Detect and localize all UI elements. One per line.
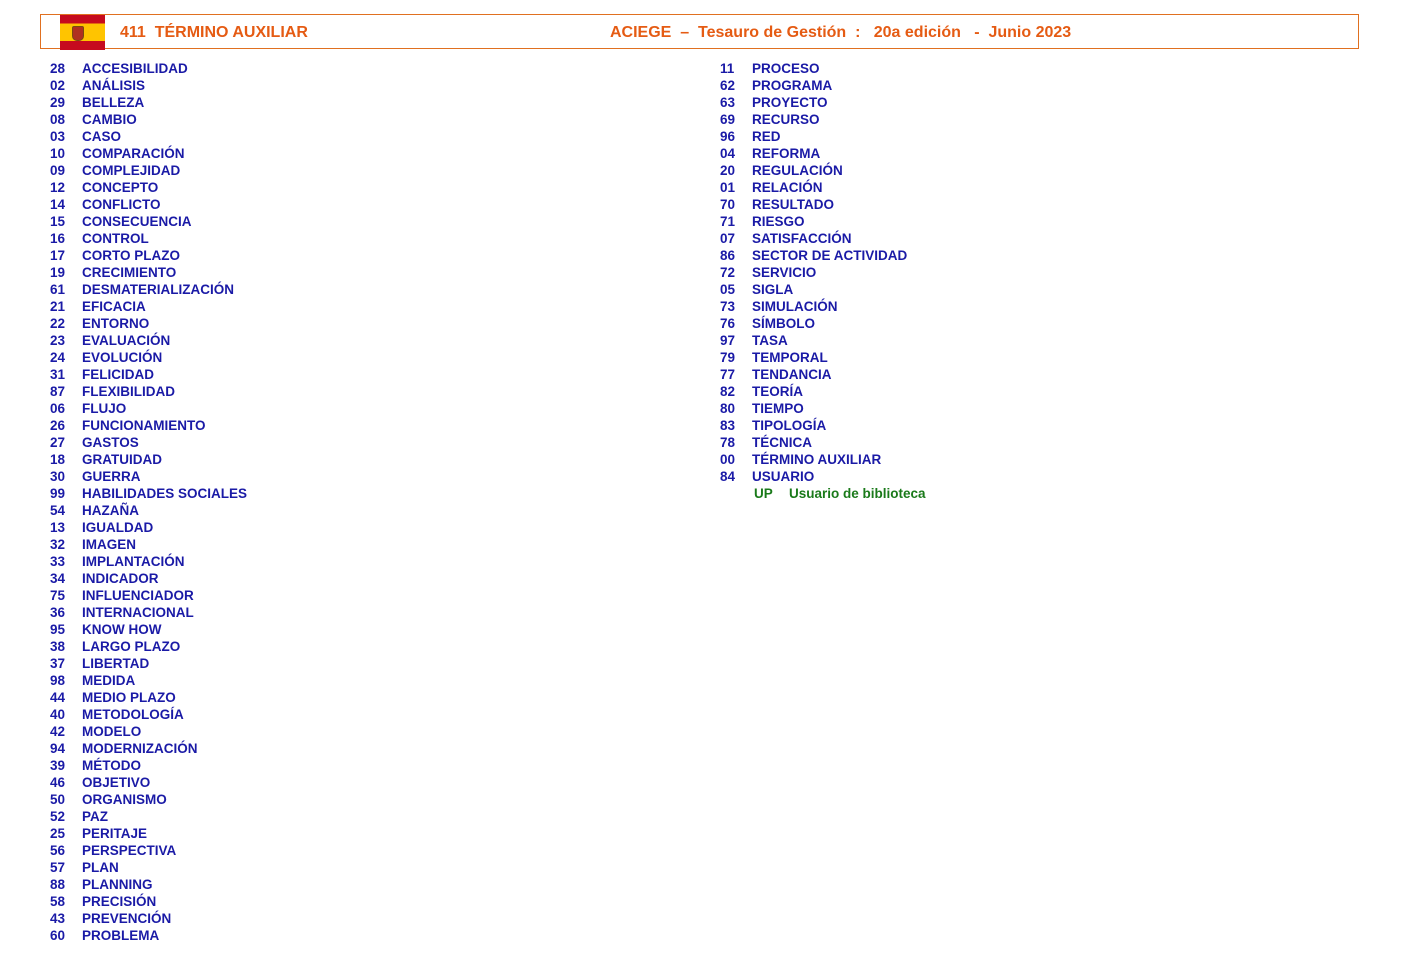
term-code: 61 [50,282,66,297]
term-label: CRECIMIENTO [82,265,177,280]
term-code: 22 [50,316,66,331]
term-label: METODOLOGÍA [82,707,184,722]
term-code: 23 [50,333,66,348]
term-label: USUARIO [752,469,815,484]
term-row[interactable] [40,910,247,927]
term-label: COMPLEJIDAD [82,163,181,178]
term-label: PROGRAMA [752,78,833,93]
term-label: LARGO PLAZO [82,639,181,654]
term-row[interactable] [710,179,926,196]
term-row[interactable] [40,230,247,247]
term-label: TEORÍA [752,384,804,399]
term-code: 98 [50,673,66,688]
term-row[interactable] [710,60,926,77]
term-code: 33 [50,554,66,569]
term-label: PREVENCIÓN [82,911,172,926]
term-code: 19 [50,265,66,280]
term-label: PAZ [82,809,108,824]
term-label: BELLEZA [82,95,145,110]
term-row[interactable] [40,553,247,570]
term-code: 71 [720,214,736,229]
page-header [40,14,1359,49]
use-for-row [710,485,926,502]
term-row[interactable] [40,77,247,94]
term-code: 25 [50,826,66,841]
term-code: 30 [50,469,66,484]
term-code: 96 [720,129,736,144]
term-row[interactable] [710,383,926,400]
term-code: 75 [50,588,66,603]
term-row[interactable] [40,536,247,553]
term-label: SECTOR DE ACTIVIDAD [752,248,908,263]
term-label: INFLUENCIADOR [82,588,194,603]
term-label: GASTOS [82,435,139,450]
term-row[interactable] [40,468,247,485]
term-code: 80 [720,401,736,416]
term-label: RELACIÓN [752,180,823,195]
term-code: 07 [720,231,736,246]
term-label: PRECISIÓN [82,894,157,909]
term-code: 79 [720,350,736,365]
term-row[interactable] [710,349,926,366]
term-code: 24 [50,350,66,365]
term-code: 72 [720,265,736,280]
coat-of-arms-icon [72,26,84,41]
term-label: PROBLEMA [82,928,160,943]
term-row[interactable] [40,60,247,77]
term-row[interactable] [710,94,926,111]
term-code: 86 [720,248,736,263]
term-row[interactable] [710,213,926,230]
spain-flag-icon [60,15,105,50]
term-row[interactable] [710,315,926,332]
term-code: 21 [50,299,66,314]
term-row[interactable] [710,434,926,451]
term-label: SERVICIO [752,265,817,280]
term-label: CONFLICTO [82,197,161,212]
term-code: 08 [50,112,66,127]
term-row[interactable] [40,859,247,876]
term-label: TÉRMINO AUXILIAR [752,452,882,467]
term-code: 02 [50,78,66,93]
term-row[interactable] [40,145,247,162]
term-label: ANÁLISIS [82,78,146,93]
term-row[interactable] [40,128,247,145]
term-row[interactable] [40,451,247,468]
term-row[interactable] [710,111,926,128]
term-code: 99 [50,486,66,501]
term-code: 26 [50,418,66,433]
term-label: FELICIDAD [82,367,154,382]
term-row[interactable] [40,587,247,604]
term-code: 58 [50,894,66,909]
term-row[interactable] [710,196,926,213]
term-label: IMAGEN [82,537,136,552]
term-row[interactable] [40,94,247,111]
term-label: INDICADOR [82,571,159,586]
term-row[interactable] [710,128,926,145]
term-label: REGULACIÓN [752,163,843,178]
term-label: CONTROL [82,231,149,246]
term-row[interactable] [40,434,247,451]
term-code: 46 [50,775,66,790]
term-label: EFICACIA [82,299,146,314]
term-code: 50 [50,792,66,807]
term-code: 09 [50,163,66,178]
term-code: 60 [50,928,66,943]
term-code: 11 [720,61,735,76]
term-code: 56 [50,843,66,858]
term-label: CONCEPTO [82,180,159,195]
term-label: TASA [752,333,788,348]
term-row[interactable] [40,417,247,434]
term-row[interactable] [40,196,247,213]
term-label: CONSECUENCIA [82,214,192,229]
term-label: FLEXIBILIDAD [82,384,175,399]
term-label: HABILIDADES SOCIALES [82,486,248,501]
term-row[interactable] [710,400,926,417]
term-label: RIESGO [752,214,805,229]
term-code: 82 [720,384,736,399]
term-row[interactable] [40,876,247,893]
thesaurus-title: ACIEGE – Tesauro de Gestión : 20a edición - Junio 2023 [610,24,1072,41]
term-code: 40 [50,707,66,722]
term-code: 88 [50,877,66,892]
term-label: TIPOLOGÍA [752,418,827,433]
term-row[interactable] [710,281,926,298]
term-code: 18 [50,452,66,467]
term-row[interactable] [40,689,247,706]
term-code: 29 [50,95,66,110]
use-for-code: UP [754,486,773,501]
term-code: 05 [720,282,736,297]
term-row[interactable] [40,281,247,298]
term-code: 78 [720,435,736,450]
term-code: 06 [50,401,66,416]
term-code: 69 [720,112,736,127]
term-row[interactable] [40,621,247,638]
term-code: 32 [50,537,66,552]
term-row[interactable] [40,298,247,315]
term-code: 43 [50,911,66,926]
term-code: 17 [50,248,66,263]
term-code: 13 [50,520,66,535]
term-code: 95 [50,622,66,637]
term-label: MODERNIZACIÓN [82,741,198,756]
term-row[interactable] [710,417,926,434]
term-code: 73 [720,299,736,314]
term-row[interactable] [710,162,926,179]
term-label: TENDANCIA [752,367,832,382]
right-term-column [710,60,926,502]
term-label: MEDIDA [82,673,136,688]
term-row[interactable] [40,723,247,740]
term-code: 57 [50,860,66,875]
term-code: 52 [50,809,66,824]
term-code: 12 [50,180,66,195]
term-row[interactable] [40,247,247,264]
term-label: IMPLANTACIÓN [82,554,185,569]
term-label: PERITAJE [82,826,148,841]
term-row[interactable] [40,672,247,689]
term-label: KNOW HOW [82,622,162,637]
term-label: RESULTADO [752,197,834,212]
term-label: PROYECTO [752,95,828,110]
term-label: GUERRA [82,469,141,484]
term-label: SÍMBOLO [752,316,815,331]
term-row[interactable] [40,604,247,621]
term-row[interactable] [40,655,247,672]
term-row[interactable] [710,145,926,162]
term-row[interactable] [40,893,247,910]
term-row[interactable] [40,502,247,519]
term-row[interactable] [710,298,926,315]
term-code: 16 [50,231,66,246]
term-code: 94 [50,741,66,756]
term-label: LIBERTAD [82,656,150,671]
term-label: INTERNACIONAL [82,605,194,620]
term-label: PLAN [82,860,119,875]
term-code: 84 [720,469,736,484]
term-row[interactable] [40,808,247,825]
term-label: DESMATERIALIZACIÓN [82,282,234,297]
term-row[interactable] [710,264,926,281]
term-label: COMPARACIÓN [82,146,185,161]
term-row[interactable] [40,264,247,281]
term-row[interactable] [40,400,247,417]
term-label: TEMPORAL [752,350,828,365]
term-row[interactable] [40,757,247,774]
term-label: CORTO PLAZO [82,248,181,263]
term-row[interactable] [710,230,926,247]
term-label: PLANNING [82,877,153,892]
term-row[interactable] [40,825,247,842]
term-label: TÉCNICA [752,435,812,450]
term-row[interactable] [40,383,247,400]
term-code: 44 [50,690,66,705]
term-row[interactable] [40,842,247,859]
term-label: GRATUIDAD [82,452,162,467]
use-for-label: Usuario de biblioteca [789,486,926,501]
term-label: RED [752,129,781,144]
term-label: OBJETIVO [82,775,151,790]
term-code: 83 [720,418,736,433]
term-code: 76 [720,316,736,331]
term-label: IGUALDAD [82,520,154,535]
term-label: PERSPECTIVA [82,843,177,858]
term-row[interactable] [40,315,247,332]
term-row[interactable] [40,570,247,587]
term-label: EVOLUCIÓN [82,350,163,365]
term-code: 00 [720,452,736,467]
term-label: ORGANISMO [82,792,167,807]
term-code: 04 [720,146,736,161]
term-label: ACCESIBILIDAD [82,61,188,76]
term-row[interactable] [710,332,926,349]
term-row[interactable] [710,247,926,264]
term-code: 31 [50,367,66,382]
term-code: 63 [720,95,736,110]
term-code: 14 [50,197,66,212]
term-code: 34 [50,571,66,586]
term-code: 39 [50,758,66,773]
term-label: SATISFACCIÓN [752,231,852,246]
term-code: 15 [50,214,66,229]
term-code: 54 [50,503,66,518]
term-code: 10 [50,146,66,161]
term-label: MÉTODO [82,758,142,773]
term-label: MODELO [82,724,142,739]
term-label: ENTORNO [82,316,150,331]
term-row[interactable] [40,111,247,128]
term-label: TIEMPO [752,401,804,416]
term-code: 62 [720,78,736,93]
term-label: SIMULACIÓN [752,299,838,314]
term-row[interactable] [40,927,247,944]
term-label: REFORMA [752,146,821,161]
term-label: CAMBIO [82,112,137,127]
term-code: 20 [720,163,736,178]
term-label: MEDIO PLAZO [82,690,176,705]
term-label: EVALUACIÓN [82,333,171,348]
term-row[interactable] [40,740,247,757]
term-code: 97 [720,333,736,348]
term-label: RECURSO [752,112,820,127]
term-code: 27 [50,435,66,450]
term-code: 37 [50,656,66,671]
term-code: 42 [50,724,66,739]
term-row[interactable] [40,349,247,366]
term-label: FLUJO [82,401,127,416]
term-row[interactable] [710,77,926,94]
term-label: HAZAÑA [82,503,139,518]
term-row[interactable] [710,451,926,468]
term-label: PROCESO [752,61,820,76]
left-term-column [40,60,247,944]
term-code: 36 [50,605,66,620]
term-code: 03 [50,129,66,144]
term-row[interactable] [40,213,247,230]
term-row[interactable] [40,774,247,791]
term-label: SIGLA [752,282,794,297]
term-row[interactable] [40,638,247,655]
term-row[interactable] [710,468,926,485]
term-code: 77 [720,367,736,382]
term-row[interactable] [40,791,247,808]
term-row[interactable] [40,332,247,349]
term-code: 87 [50,384,66,399]
term-row[interactable] [40,485,247,502]
term-code: 38 [50,639,66,654]
term-row[interactable] [40,706,247,723]
term-row[interactable] [40,179,247,196]
term-row[interactable] [40,519,247,536]
term-row[interactable] [710,366,926,383]
term-code: 01 [720,180,736,195]
term-code: 28 [50,61,66,76]
term-code: 70 [720,197,736,212]
term-label: FUNCIONAMIENTO [82,418,206,433]
section-title: 411 TÉRMINO AUXILIAR [120,24,308,41]
term-label: CASO [82,129,122,144]
term-row[interactable] [40,366,247,383]
term-row[interactable] [40,162,247,179]
